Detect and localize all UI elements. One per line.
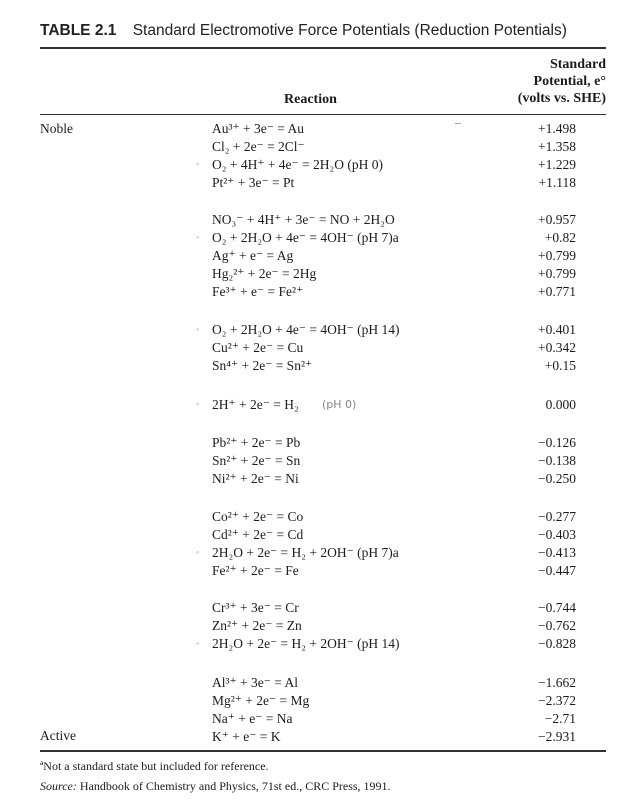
potential-cell: −0.403 (538, 527, 576, 542)
table-title: Standard Electromotive Force Potentials (Reduction Potentials) (132, 22, 567, 39)
table-number: TABLE 2.1 (40, 22, 117, 39)
potential-cell: −0.138 (538, 453, 576, 468)
reaction-cell: 2H₂O + 2e⁻ = H₂ + 2OH⁻ (pH 14) (212, 636, 400, 651)
potential-cell: +0.799 (538, 266, 576, 281)
table-row (0, 693, 629, 711)
table-row (0, 675, 629, 693)
table-row (0, 397, 629, 415)
potential-cell: −0.277 (538, 509, 576, 524)
potential-cell: +1.118 (538, 175, 576, 190)
table-row (0, 175, 629, 193)
potential-cell: −2.372 (538, 693, 576, 708)
potential-cell: −0.447 (538, 563, 576, 578)
table-row (0, 435, 629, 453)
top-rule (40, 47, 606, 49)
table-row (0, 618, 629, 636)
table-caption (40, 22, 567, 40)
table-row (0, 711, 629, 729)
reaction-cell: Ni²⁺ + 2e⁻ = Ni (212, 471, 299, 486)
table-row (0, 157, 629, 175)
potential-cell: +0.342 (538, 340, 576, 355)
table-row (0, 340, 629, 358)
potential-cell: −1.662 (538, 675, 576, 690)
potential-header-line-3: (volts vs. SHE) (517, 91, 606, 106)
potential-cell: +1.498 (538, 121, 576, 136)
potential-cell: −0.744 (538, 600, 576, 615)
reaction-cell: Na⁺ + e⁻ = Na (212, 711, 293, 726)
reaction-cell: Sn²⁺ + 2e⁻ = Sn (212, 453, 301, 468)
potential-cell: −2.931 (538, 729, 576, 744)
reaction-cell: Cd²⁺ + 2e⁻ = Cd (212, 527, 304, 542)
reaction-cell: NO₃⁻ + 4H⁺ + 3e⁻ = NO + 2H₂O (212, 212, 395, 227)
pencil-mark-icon: ◦ (196, 638, 200, 648)
reaction-cell: Ag⁺ + e⁻ = Ag (212, 248, 294, 263)
reaction-cell: Cu²⁺ + 2e⁻ = Cu (212, 340, 304, 355)
potential-cell: +0.771 (538, 284, 576, 299)
potential-cell: +1.358 (538, 139, 576, 154)
potential-cell: +0.799 (538, 248, 576, 263)
table-row (0, 600, 629, 618)
table-row (0, 729, 629, 747)
footnote-a: ªNot a standard state but included for reference. (40, 759, 269, 773)
potential-cell: +0.957 (538, 212, 576, 227)
pencil-mark-icon: ◦ (196, 232, 200, 242)
table-row (0, 212, 629, 230)
pencil-mark-icon: ◦ (196, 399, 200, 409)
header-rule (40, 114, 606, 115)
potential-column-header (470, 56, 606, 107)
reaction-cell: Cr³⁺ + 3e⁻ = Cr (212, 600, 299, 615)
reaction-cell: O₂ + 2H₂O + 4e⁻ = 4OH⁻ (pH 14) (212, 322, 400, 337)
reaction-cell: 2H₂O + 2e⁻ = H₂ + 2OH⁻ (pH 7)a (212, 545, 399, 560)
table-row (0, 563, 629, 581)
reaction-cell: Hg₂²⁺ + 2e⁻ = 2Hg (212, 266, 317, 281)
potential-cell: −0.126 (538, 435, 576, 450)
potential-cell: +1.229 (538, 157, 576, 172)
potential-cell: −0.250 (538, 471, 576, 486)
table-row (0, 139, 629, 157)
reaction-cell: Sn⁴⁺ + 2e⁻ = Sn²⁺ (212, 358, 313, 373)
potential-cell: +0.401 (538, 322, 576, 337)
potential-cell: −2.71 (544, 711, 576, 726)
potential-cell: −0.413 (538, 545, 576, 560)
potential-cell: 0.000 (545, 397, 576, 412)
table-row (0, 358, 629, 376)
table-row (0, 509, 629, 527)
reaction-cell: Fe³⁺ + e⁻ = Fe²⁺ (212, 284, 304, 299)
table-row (0, 248, 629, 266)
table-row (0, 284, 629, 302)
reaction-cell: Fe²⁺ + 2e⁻ = Fe (212, 563, 299, 578)
potential-header-line-2: Potential, e° (533, 74, 606, 89)
reaction-cell: O₂ + 4H⁺ + 4e⁻ = 2H₂O (pH 0) (212, 157, 383, 172)
table-row (0, 636, 629, 654)
potential-cell: −0.762 (538, 618, 576, 633)
reaction-cell: K⁺ + e⁻ = K (212, 729, 281, 744)
potential-cell: +0.15 (544, 358, 576, 373)
reaction-cell: Pb²⁺ + 2e⁻ = Pb (212, 435, 301, 450)
noble-label: Noble (40, 121, 73, 136)
table-row (0, 453, 629, 471)
source-line (40, 779, 391, 794)
reaction-cell: 2H⁺ + 2e⁻ = H₂ (212, 397, 299, 412)
table-row (0, 322, 629, 340)
reaction-cell: Pt²⁺ + 3e⁻ = Pt (212, 175, 295, 190)
reaction-cell: Zn²⁺ + 2e⁻ = Zn (212, 618, 302, 633)
potential-cell: −0.828 (538, 636, 576, 651)
reaction-cell: Mg²⁺ + 2e⁻ = Mg (212, 693, 310, 708)
bottom-rule (40, 750, 606, 752)
reaction-cell: Au³⁺ + 3e⁻ = Au (212, 121, 305, 136)
reaction-cell: Co²⁺ + 2e⁻ = Co (212, 509, 304, 524)
reaction-cell: O₂ + 2H₂O + 4e⁻ = 4OH⁻ (pH 7)a (212, 230, 399, 245)
reaction-cell: Al³⁺ + 3e⁻ = Al (212, 675, 299, 690)
table-row (0, 545, 629, 563)
reaction-column-header: Reaction (284, 92, 337, 107)
source-label: Source: (40, 779, 77, 793)
potential-cell: +0.82 (544, 230, 576, 245)
active-label: Active (40, 728, 76, 743)
handwritten-note: (pH 0) (322, 398, 357, 411)
potential-header-line-1: Standard (549, 57, 606, 72)
table-row (0, 266, 629, 284)
pencil-mark-icon: ◦ (196, 547, 200, 557)
table-row (0, 121, 629, 139)
reaction-cell: Cl₂ + 2e⁻ = 2Cl⁻ (212, 139, 305, 154)
pencil-mark-icon: ◦ (196, 324, 200, 334)
source-text: Handbook of Chemistry and Physics, 71st ed., CRC Press, 1991. (79, 779, 391, 793)
table-row (0, 527, 629, 545)
table-row (0, 471, 629, 489)
table-row (0, 230, 629, 248)
pencil-mark-icon: ◦ (196, 159, 200, 169)
